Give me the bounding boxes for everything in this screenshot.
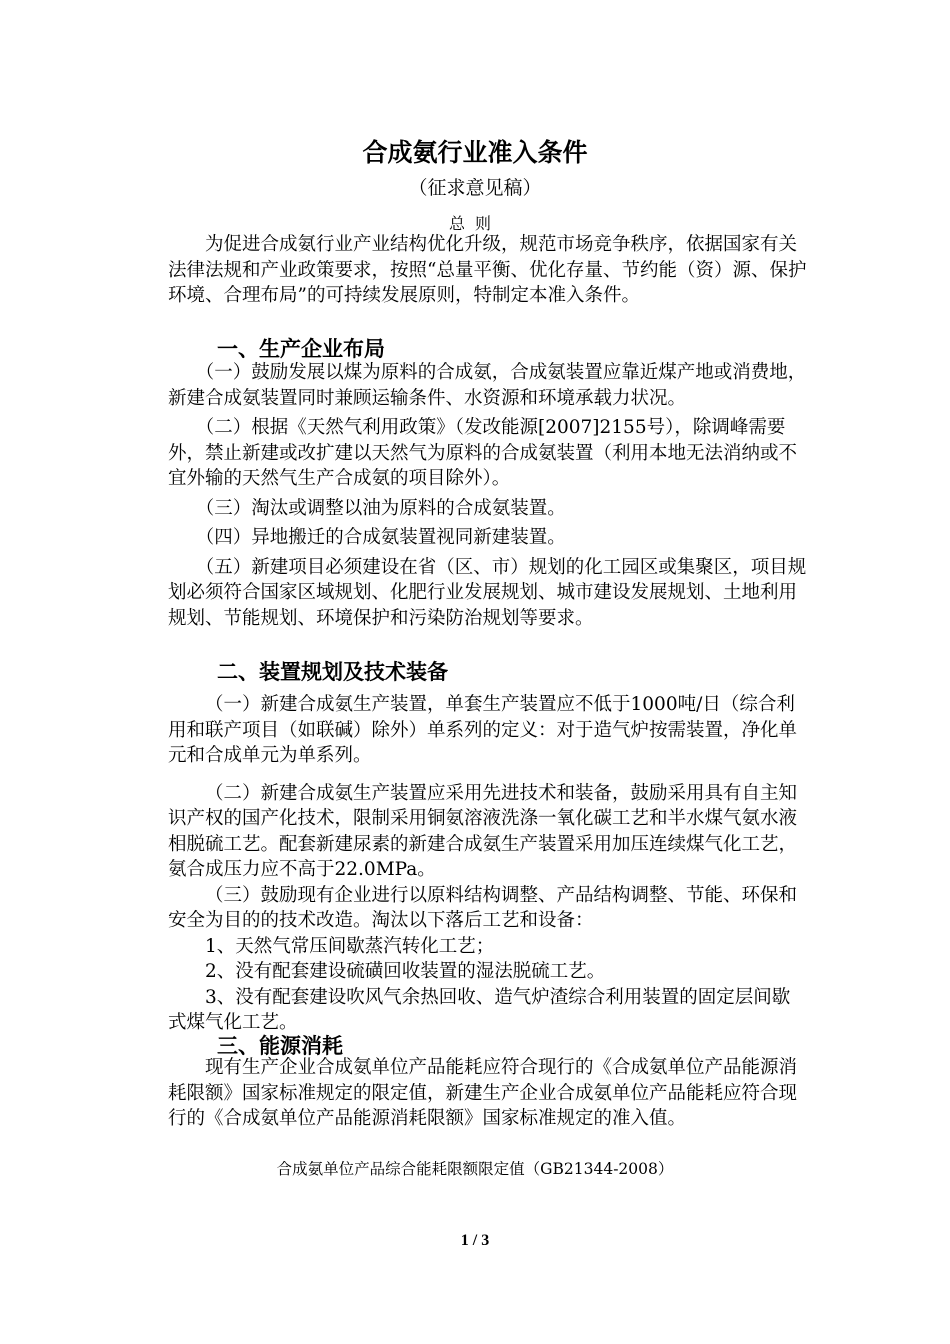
section1-paragraph-5: （五）新建项目必须建设在省（区、市）规划的化工园区或集聚区，项目规划必须符合国家区域规划、化肥行业发展规划、城市建设发展规划、土地利用规划、节能规划、环境保护和污染防治规划等要求。: [168, 556, 807, 629]
document-title: 合成氨行业准入条件: [362, 138, 588, 167]
section3-body: [168, 1055, 808, 1132]
section3-paragraph-1: 现有生产企业合成氨单位产品能耗应符合现行的《合成氨单位产品能源消耗限额》国家标准规定的限定值，新建生产企业合成氨单位产品能耗应符合现行的《合成氨单位产品能源消耗限额》国家标准规定的准入值。: [168, 1057, 798, 1129]
section1-paragraph-2: （二）根据《天然气利用政策》（发改能源[2007]2155号），除调峰需要外，禁止新建或改扩建以天然气为原料的合成氨装置（利用本地无法消纳或不宜外输的天然气生产合成氨的项目除外）。: [168, 417, 798, 489]
section2-paragraph-1: （一）新建合成氨生产装置，单套生产装置应不低于1000吨/日（综合利用和联产项目（如联碱）除外）单系列的定义：对于造气炉按需装置，净化单元和合成单元为单系列。: [168, 694, 798, 766]
intro-block: [168, 232, 808, 309]
section2-item-2: 2、没有配套建设硫磺回收装置的湿法脱硫工艺。: [205, 961, 606, 982]
document-subtitle: （征求意见稿）: [408, 177, 542, 199]
section2-body: [168, 692, 808, 1036]
section2-paragraph-2: （二）新建合成氨生产装置应采用先进技术和装备，鼓励采用具有自主知识产权的国产化技术，限制采用铜氨溶液洗涤一氧化碳工艺和半水煤气氨水液相脱硫工艺。配套新建尿素的新建合成氨生产装置采用加压连续煤气化工艺，氨合成压力应不高于22.0MPa。: [168, 782, 798, 880]
section1-paragraph-1: （一）鼓励发展以煤为原料的合成氨，合成氨装置应靠近煤产地或消费地，新建合成氨装置同时兼顾运输条件、水资源和环境承载力状况。: [168, 362, 807, 409]
page-indicator: 1 / 3: [460, 1232, 490, 1249]
section1-heading: 一、生产企业布局: [217, 337, 385, 361]
section1-paragraph-3: （三）淘汰或调整以油为原料的合成氨装置。: [195, 497, 566, 519]
section2-heading: 二、装置规划及技术装备: [217, 660, 448, 684]
section1-body: [168, 360, 808, 631]
section1-paragraph-4: （四）异地搬迁的合成氨装置视同新建装置。: [195, 527, 566, 548]
section2-item-1: 1、天然气常压间歇蒸汽转化工艺；: [205, 935, 495, 957]
table-caption: 合成氨单位产品综合能耗限额限定值（GB21344-2008）: [276, 1160, 674, 1178]
section2-item-3: 3、没有配套建设吹风气余热回收、造气炉渣综合利用装置的固定层间歇式煤气化工艺。: [168, 986, 791, 1033]
general-heading: 总则: [448, 214, 501, 233]
section2-paragraph-3: （三）鼓励现有企业进行以原料结构调整、产品结构调整、节能、环保和安全为目的的技术改造。淘汰以下落后工艺和设备：: [168, 884, 798, 931]
intro-paragraph: 为促进合成氨行业产业结构优化升级，规范市场竞争秩序，依据国家有关法律法规和产业政策要求，按照“总量平衡、优化存量、节约能（资）源、保护环境、合理布局”的可持续发展原则，特制定本准入条件。: [168, 234, 807, 306]
section3-heading: 三、能源消耗: [217, 1034, 343, 1058]
